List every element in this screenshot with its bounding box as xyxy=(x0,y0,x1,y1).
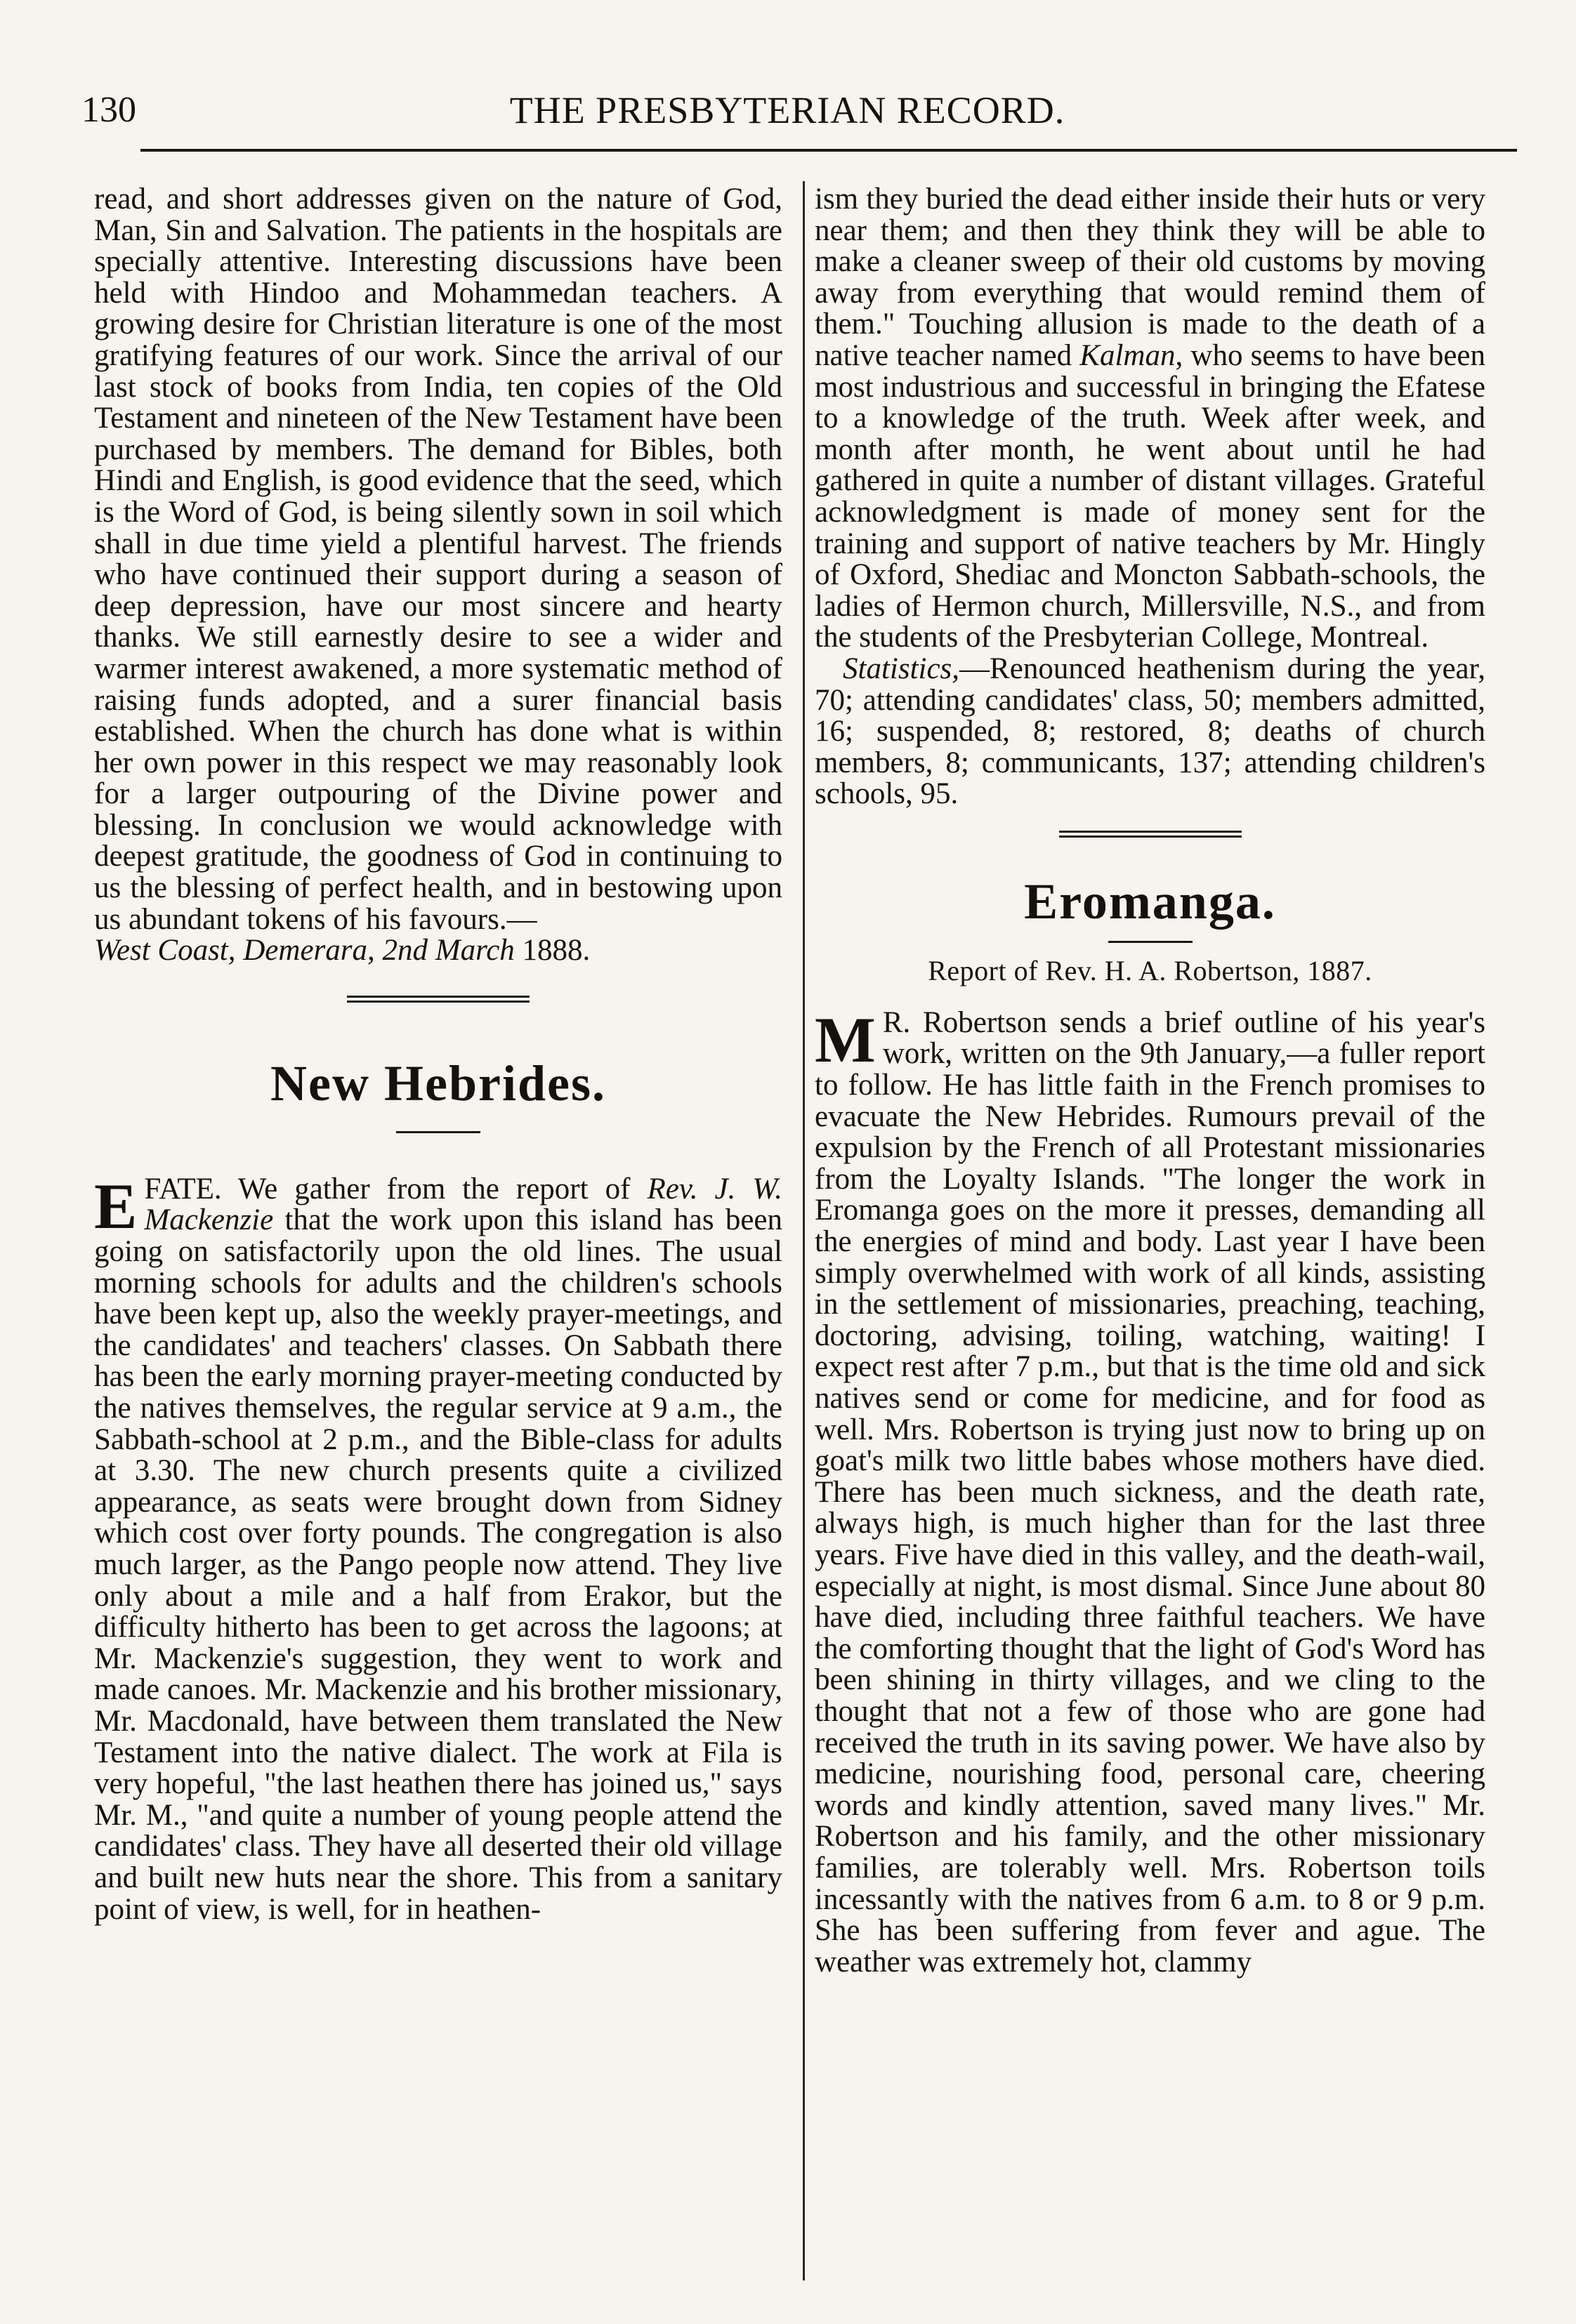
left-column xyxy=(94,184,782,1925)
section-separator xyxy=(1059,830,1242,838)
drop-cap: E xyxy=(94,1170,138,1242)
statistics-text: —Renounced heathenism during the year, 70; attending candidates' class, 50; members admitted, 16; suspended, 8; restored, 8; deaths of church members, 8; communicants, 137; attending children's schools, 95. xyxy=(815,652,1485,811)
continuation-text: ism they buried the dead either inside their huts or very near them; and then they think they will be able to make a cleaner sweep of their old customs by moving away from everything that would remind them of them." Touching allusion is made to the death of a native teacher named xyxy=(815,183,1485,372)
eromanga-body: sends a brief outline of his year's work, written on the 9th January,—a fuller report to follow. He has little faith in the French promises to evacuate the New Hebrides. Rumours prevail of the expulsion by the French of all Protestant missionaries from the Loyalty Islands. "The longer the work in Eromanga goes on the more it presses, demanding all the energies of mind and body. Last year I have been simply overwhelmed with work of all kinds, assisting in the settlement of missionaries, preaching, teaching, doctoring, advising, toiling, watching, waiting! I expect rest after 7 p.m., but that is the time old and sick natives send or come for medicine, and for food as well. Mrs. Robertson is trying just now to bring up on goat's milk two little babes whose mothers have died. There has been much sickness, and the death rate, always high, is much higher than for the last three years. Five have died in this valley, and the death-wail, especially at night, is most dismal. Since June about 80 have died, including three faithful teachers. We have the comforting thought that the light of God's Word has been shining in thirty villages, and we cling to the thought that not a few of those who are gone had received the truth in its saving power. We have also by medicine, nourishing food, personal care, cheering words and kindly attention, saved many lives." Mr. Robertson and his family, and the other missionary families, are tolerably well. Mrs. Robertson toils incessantly with the natives from 6 a.m. to 8 or 9 p.m. She has been suffering from fever and ague. The weather was extremely hot, clammy xyxy=(815,1005,1485,1979)
demerara-paragraph: read, and short addresses given on the nature of God, Man, Sin and Salvation. The patients in the hospitals are specially attentive. Interesting discussions have been held with Hindoo and Mohammedan teachers. A growing desire for Christian literature is one of the most gratifying features of our work. Since the arrival of our last stock of books from India, ten copies of the Old Testament and nineteen of the New Testament have been purchased by members. The demand for Bibles, both Hindi and English, is good evidence that the seed, which is the Word of God, is being silently sown in soil which shall in due time yield a plentiful harvest. The friends who have continued their support during a season of deep depression, have our most sincere and hearty thanks. We still earnestly desire to see a wider and warmer interest awakened, a more systematic method of raising funds adopted, and a surer financial basis established. When the church has done what is within her own power in this respect we may reasonably look for a larger outpouring of the Divine power and blessing. In conclusion we would acknowledge with deepest gratitude, the goodness of God in continuing to us the blessing of perfect health, and in bestowing upon us abundant tokens of his favours.— xyxy=(94,183,782,936)
header-rule xyxy=(140,149,1517,152)
signoff-year: 1888. xyxy=(522,934,591,968)
signoff xyxy=(94,935,782,967)
efate-paragraph xyxy=(94,1170,783,1926)
section-title-eromanga: Eromanga. xyxy=(1024,873,1276,930)
eromanga-paragraph xyxy=(815,1003,1485,1979)
efate-continuation xyxy=(815,184,1485,654)
eromanga-lead: R. Robertson xyxy=(882,1005,1047,1039)
section-separator xyxy=(347,995,530,1003)
report-heading: Report of Rev. H. A. Robertson, 1887. xyxy=(928,954,1372,986)
statistics-label: Statistics, xyxy=(843,652,960,685)
title-underline xyxy=(1108,941,1193,943)
statistics-paragraph xyxy=(815,654,1485,810)
efate-author: Rev. J. W. Mackenzie xyxy=(144,1172,783,1237)
right-column xyxy=(815,184,1485,1978)
signoff-place: West Coast, Demerara, 2nd March xyxy=(94,934,515,968)
drop-cap: M xyxy=(815,1003,876,1076)
title-underline xyxy=(396,1131,480,1133)
page-header xyxy=(81,79,1493,142)
teacher-name: Kalman xyxy=(1079,338,1176,372)
column-divider xyxy=(803,181,805,2280)
continuation-text-2: , who seems to have been most industrious and successful in bringing the Efatese to a knowledge of the truth. Week after week, and month after month, he went about until he had gathered in quite a number of distant villages. Grateful acknowledgment is made of money sent for the training and support of native teachers by Mr. Hingly of Oxford, Shediac and Moncton Sabbath-schools, the ladies of Hermon church, Millersville, N.S., and from the students of the Presbyterian College, Montreal. xyxy=(815,338,1485,654)
efate-lead: FATE. We gather from the report of xyxy=(144,1172,648,1206)
section-title-new-hebrides: New Hebrides. xyxy=(270,1055,606,1111)
running-title: THE PRESBYTERIAN RECORD. xyxy=(509,89,1065,131)
page-number: 130 xyxy=(81,90,136,130)
efate-body: that the work upon this island has been going on satisfactorily upon the old lines. The usual morning schools for adults and the children's schools have been kept up, also the weekly prayer-meetings, and the candidates' and teachers' classes. On Sabbath there has been the early morning prayer-meeting conducted by the natives themselves, the regular service at 9 a.m., the Sabbath-school at 2 p.m., and the Bible-class for adults at 3.30. The new church presents quite a civilized appearance, as seats were brought down from Sidney which cost over forty pounds. The congregation is also much larger, as the Pango people now attend. They live only about a mile and a half from Erakor, but the difficulty hitherto has been to get across the lagoons; at Mr. Mackenzie's suggestion, they went to work and made canoes. Mr. Mackenzie and his brother missionary, Mr. Macdonald, have between them translated the New Testament into the native dialect. The work at Fila is very hopeful, "the last heathen there has joined us," says Mr. M., "and quite a number of young people attend the candidates' class. They have all deserted their old village and built new huts near the shore. This from a sanitary point of view, is well, for in heathen- xyxy=(94,1203,782,1926)
